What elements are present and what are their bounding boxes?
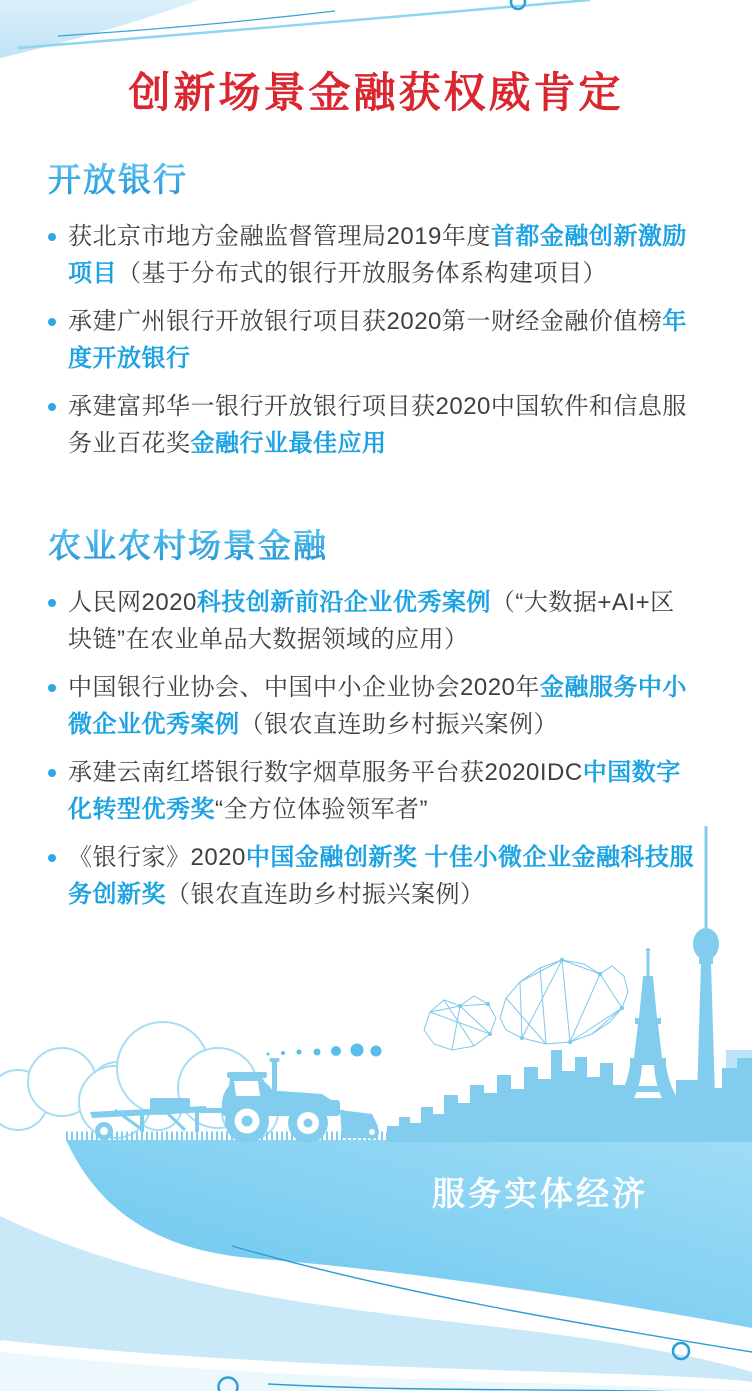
bullet-text-segment: 承建富邦华一银行开放银行项目获2020中国软件和信息服务业百花奖 [68, 393, 687, 457]
award-highlight: 金融行业最佳应用 [190, 430, 387, 457]
bullet-text-segment: 获北京市地方金融监督管理局2019年度 [68, 223, 491, 250]
section-heading: 开放银行 [48, 158, 698, 201]
footer-slogan: 服务实体经济 [432, 1175, 648, 1212]
section-heading: 农业农村场景金融 [48, 524, 698, 567]
bullet-text-segment: 人民网2020 [68, 589, 197, 616]
bullet-item [48, 754, 698, 828]
section-open-banking [48, 158, 698, 462]
bullet-dot-icon [48, 669, 68, 743]
bullet-item [48, 303, 698, 377]
bullet-text-segment: 承建云南红塔银行数字烟草服务平台获2020IDC [68, 759, 583, 786]
award-highlight: 中国金融创新奖 十佳小微企业金融科技服务创新奖 [68, 844, 695, 908]
bullet-dot-icon [48, 754, 68, 828]
mesh-cloud-big [500, 958, 628, 1044]
bullet-text-segment: 《银行家》2020 [68, 844, 246, 871]
award-highlight: 年度开放银行 [68, 308, 687, 372]
bullet-list [48, 584, 698, 913]
bullet-dot-icon [48, 303, 68, 377]
award-highlight: 金融服务中小微企业优秀案例 [68, 674, 687, 738]
section-agriculture-rural-finance [48, 524, 698, 913]
bullet-item [48, 839, 698, 913]
bullet-text [68, 584, 698, 658]
bullet-dot-icon [48, 218, 68, 292]
bullet-text [68, 754, 698, 828]
bullet-text-segment: （银农直连助乡村振兴案例） [239, 711, 558, 738]
bullet-item [48, 218, 698, 292]
bullet-item [48, 388, 698, 462]
mesh-cloud-small [424, 996, 496, 1050]
award-highlight: 首都金融创新激励项目 [68, 223, 687, 287]
bullet-text-segment: （银农直连助乡村振兴案例） [166, 881, 485, 908]
bullet-item [48, 584, 698, 658]
page-title: 创新场景金融获权威肯定 [128, 69, 624, 116]
bullet-text-segment: “全方位体验领军者” [215, 796, 428, 823]
dot-trail [267, 1044, 382, 1057]
bullet-text [68, 388, 698, 462]
sections [48, 158, 698, 924]
bullet-text-segment: 承建广州银行开放银行项目获2020第一财经金融价值榜 [68, 308, 663, 335]
bullet-dot-icon [48, 388, 68, 462]
award-highlight: 中国数字化转型优秀奖 [68, 759, 681, 823]
bullet-text-segment: （基于分布式的银行开放服务体系构建项目） [117, 260, 607, 287]
corner-wedge [0, 0, 198, 58]
bullet-text-segment: （“大数据+AI+区块链”在农业单品大数据领域的应用） [68, 589, 675, 653]
bullet-text [68, 669, 698, 743]
bullet-text-segment: 中国银行业协会、中国中小企业协会2020年 [68, 674, 540, 701]
bullet-list [48, 218, 698, 462]
award-highlight: 科技创新前沿企业优秀案例 [196, 589, 491, 616]
bullet-text [68, 839, 698, 913]
bullet-dot-icon [48, 839, 68, 913]
bullet-dot-icon [48, 584, 68, 658]
bullet-text [68, 218, 698, 292]
bullet-text [68, 303, 698, 377]
bullet-item [48, 669, 698, 743]
